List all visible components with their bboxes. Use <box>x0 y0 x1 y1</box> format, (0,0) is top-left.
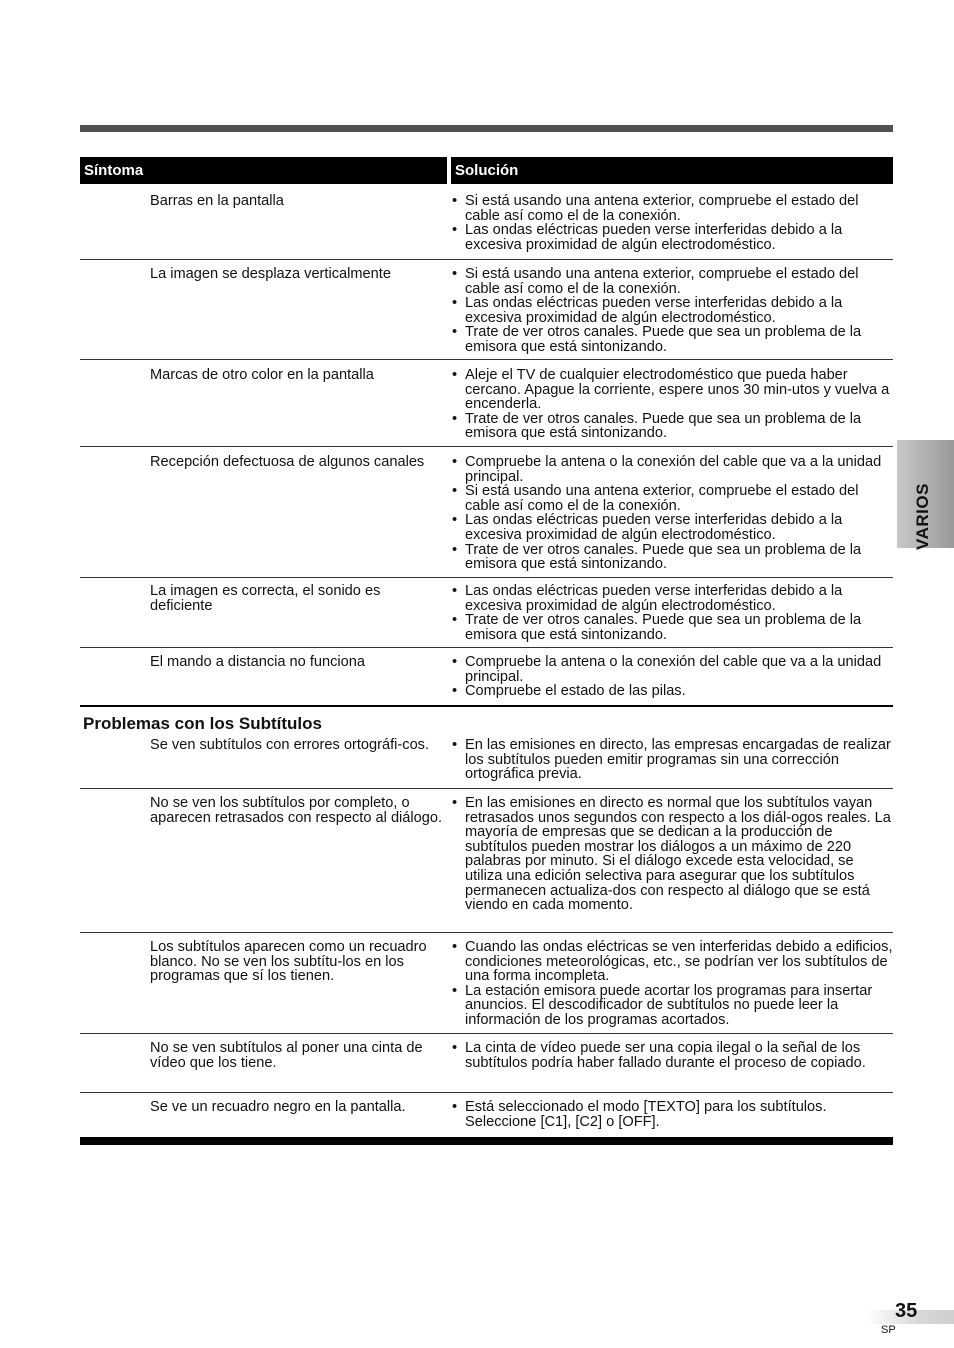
solution-item: • Trate de ver otros canales. Puede que sea un problema de la emisora que está sintonizando. <box>452 325 893 354</box>
solution-item: • En las emisiones en directo es normal que los subtítulos vayan retrasados unos segundos con respecto a los diál-ogos reales. La mayoría de empresas que se dedican a la producción de subtítulos pueden mostrar los diálogos a un máximo de 220 palabras por minuto. Si el diálogo excede esta velocidad, se utiliza una edición selectiva para asegurar que los subtítulos permanecen actualiza-dos con respecto al diálogo que se está viendo en cada momento. <box>452 796 893 913</box>
symptom-text: La imagen se desplaza verticalmente <box>150 266 391 282</box>
symptom-text: Barras en la pantalla <box>150 193 284 209</box>
symptom-text: Se ven subtítulos con errores ortográfi-cos. <box>150 737 430 753</box>
solution-list <box>452 655 893 699</box>
solution-item: • En las emisiones en directo, las empresas encargadas de realizar los subtítulos pueden emitir programas sin una corrección ortográfica previa. <box>452 738 893 782</box>
section-divider <box>80 705 893 707</box>
symptom-text: Marcas de otro color en la pantalla <box>150 367 374 383</box>
bottom-rule <box>80 1137 893 1145</box>
table-row <box>80 789 893 933</box>
solution-item: • Si está usando una antena exterior, compruebe el estado del cable así como el de la conexión. <box>452 484 893 513</box>
solution-list <box>452 940 893 1028</box>
symptom-text: No se ven los subtítulos por completo, o aparecen retrasados con respecto al diálogo. <box>150 795 443 826</box>
solution-item: • Las ondas eléctricas pueden verse interferidas debido a la excesiva proximidad de algún electrodoméstico. <box>452 584 893 613</box>
solution-list <box>452 738 893 782</box>
symptom-text: Se ve un recuadro negro en la pantalla. <box>150 1099 406 1115</box>
solution-item: • Las ondas eléctricas pueden verse interferidas debido a la excesiva proximidad de algún electrodoméstico. <box>452 296 893 325</box>
top-rule <box>80 125 893 132</box>
solution-list <box>452 194 893 252</box>
header-symptom: Síntoma <box>80 157 447 184</box>
table-row <box>80 1093 893 1137</box>
picture-problems-table <box>80 186 893 706</box>
subtitle-problems-table <box>80 731 893 1137</box>
symptom-text: El mando a distancia no funciona <box>150 654 365 670</box>
solution-item: • Si está usando una antena exterior, compruebe el estado del cable así como el de la conexión. <box>452 267 893 296</box>
table-row <box>80 578 893 648</box>
solution-item: • Cuando las ondas eléctricas se ven interferidas debido a edificios, condiciones meteorológicas, etc., se podrían ver los subtítulos de una forma incompleta. <box>452 940 893 984</box>
table-row <box>80 186 893 260</box>
solution-list <box>452 368 893 441</box>
solution-item: • Trate de ver otros canales. Puede que sea un problema de la emisora que está sintonizando. <box>452 613 893 642</box>
solution-item: • Compruebe la antena o la conexión del cable que va a la unidad principal. <box>452 455 893 484</box>
symptom-text: La imagen es correcta, el sonido es deficiente <box>150 583 381 614</box>
solution-item: • La cinta de vídeo puede ser una copia ilegal o la señal de los subtítulos podría haber fallado durante el proceso de copiado. <box>452 1041 893 1070</box>
solution-item: • La estación emisora puede acortar los programas para insertar anuncios. El descodificador de subtítulos no puede leer la información de los programas acortados. <box>452 984 893 1028</box>
symptom-text: No se ven subtítulos al poner una cinta de vídeo que los tiene. <box>150 1040 423 1071</box>
table-row <box>80 260 893 360</box>
solution-item: • Las ondas eléctricas pueden verse interferidas debido a la excesiva proximidad de algún electrodoméstico. <box>452 223 893 252</box>
solution-list <box>452 1041 893 1070</box>
table-row <box>80 360 893 447</box>
symptom-text: Recepción defectuosa de algunos canales <box>150 454 425 470</box>
table-row <box>80 933 893 1034</box>
solution-item: • Compruebe el estado de las pilas. <box>452 684 893 699</box>
table-row <box>80 648 893 706</box>
page-language-code: SP <box>881 1324 896 1336</box>
solution-list <box>452 455 893 572</box>
solution-item: • Está seleccionado el modo [TEXTO] para los subtítulos. Seleccione [C1], [C2] o [OFF]. <box>452 1100 893 1129</box>
solution-item: • Aleje el TV de cualquier electrodoméstico que pueda haber cercano. Apague la corriente, espere unos 30 min-utos y vuelva a encenderla. <box>452 368 893 412</box>
solution-item: • Trate de ver otros canales. Puede que sea un problema de la emisora que está sintonizando. <box>452 412 893 441</box>
section-side-label: VARIOS <box>913 483 932 551</box>
table-row <box>80 1034 893 1093</box>
solution-list <box>452 1100 893 1129</box>
solution-list <box>452 584 893 642</box>
header-solution: Solución <box>451 157 893 184</box>
page-number: 35 <box>895 1300 918 1322</box>
solution-item: • Compruebe la antena o la conexión del cable que va a la unidad principal. <box>452 655 893 684</box>
solution-item: • Trate de ver otros canales. Puede que sea un problema de la emisora que está sintonizando. <box>452 543 893 572</box>
solution-item: • Las ondas eléctricas pueden verse interferidas debido a la excesiva proximidad de algún electrodoméstico. <box>452 513 893 542</box>
table-row <box>80 731 893 789</box>
table-row <box>80 447 893 578</box>
solution-list <box>452 267 893 355</box>
symptom-text: Los subtítulos aparecen como un recuadro blanco. No se ven los subtítu-los en los programas que sí los tienen. <box>150 939 427 985</box>
solution-list <box>452 796 893 913</box>
subtitles-section-heading: Problemas con los Subtítulos <box>83 714 322 733</box>
solution-item: • Si está usando una antena exterior, compruebe el estado del cable así como el de la conexión. <box>452 194 893 223</box>
